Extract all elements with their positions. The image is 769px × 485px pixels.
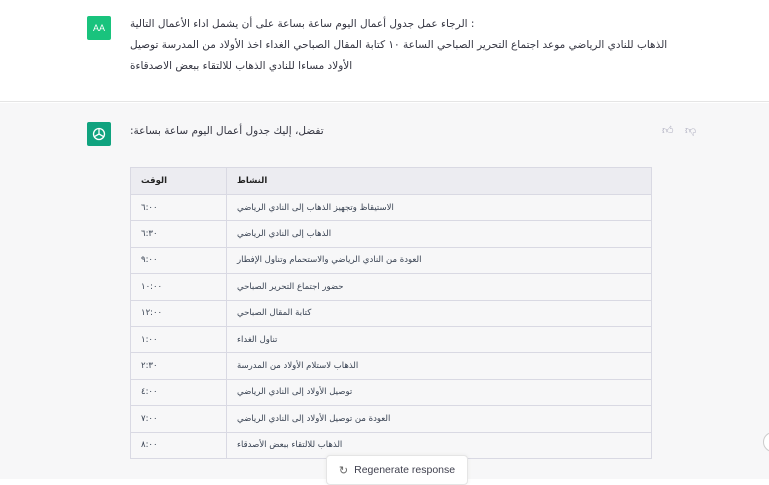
table-row bbox=[131, 247, 652, 273]
time-cell: ٦:٠٠ bbox=[131, 195, 227, 221]
thumbs-up-icon[interactable]: 👍︎ bbox=[662, 124, 674, 137]
activity-cell: الاستيقاظ وتجهيز الذهاب إلى النادي الرياضي bbox=[227, 195, 652, 221]
table-row bbox=[131, 353, 652, 379]
table-row bbox=[131, 300, 652, 326]
activity-cell: الذهاب إلى النادي الرياضي bbox=[227, 221, 652, 247]
time-cell: ٦:٣٠ bbox=[131, 221, 227, 247]
assistant-intro: تفضل، إليك جدول أعمال اليوم ساعة بساعة: bbox=[130, 125, 324, 137]
time-cell: ٧:٠٠ bbox=[131, 406, 227, 432]
table-row bbox=[131, 221, 652, 247]
time-cell: ١:٠٠ bbox=[131, 326, 227, 352]
table-row bbox=[131, 326, 652, 352]
prompt-line: الأولاد مساءا للنادي الذهاب للالتقاء ببعض الاصدقاءة bbox=[130, 60, 353, 72]
table-row bbox=[131, 379, 652, 405]
thumbs-down-icon[interactable]: 👎︎ bbox=[685, 124, 697, 137]
refresh-icon: ↻ bbox=[338, 464, 349, 477]
time-cell: ١٠:٠٠ bbox=[131, 274, 227, 300]
user-message bbox=[0, 0, 769, 102]
prompt-line: : الرجاء عمل جدول أعمال اليوم ساعة بساعة على أن يشمل اداء الأعمال التالية bbox=[130, 18, 475, 30]
regenerate-response-button[interactable] bbox=[326, 455, 468, 485]
activity-cell: حضور اجتماع التحرير الصباحي bbox=[227, 274, 652, 300]
activity-cell: العودة من النادي الرياضي والاستحمام وتناول الإفطار bbox=[227, 247, 652, 273]
assistant-message bbox=[0, 103, 769, 479]
time-cell: ١٢:٠٠ bbox=[131, 300, 227, 326]
activity-cell: كتابة المقال الصباحي bbox=[227, 300, 652, 326]
user-avatar: AA bbox=[87, 16, 111, 40]
user-prompt bbox=[130, 14, 667, 77]
activity-cell: الذهاب لاستلام الأولاد من المدرسة bbox=[227, 353, 652, 379]
prompt-line: الذهاب للنادي الرياضي موعد اجتماع التحرير الصباحي الساعة ١٠ كتابة المقال الصباحي الغداء اخذ الأولاد من المدرسة توصيل bbox=[130, 39, 668, 51]
activity-cell: العودة من توصيل الأولاد إلى النادي الرياضي bbox=[227, 406, 652, 432]
time-cell: ٤:٠٠ bbox=[131, 379, 227, 405]
regenerate-label: Regenerate response bbox=[354, 464, 456, 476]
activity-cell: توصيل الأولاد إلى النادي الرياضي bbox=[227, 379, 652, 405]
time-cell: ٨:٠٠ bbox=[131, 432, 227, 458]
header-activity: النشاط bbox=[227, 168, 652, 195]
activity-cell: الذهاب للالتقاء ببعض الأصدقاء bbox=[227, 432, 652, 458]
activity-cell: تناول الغداء bbox=[227, 326, 652, 352]
time-cell: ٩:٠٠ bbox=[131, 247, 227, 273]
schedule-table bbox=[130, 167, 652, 459]
time-cell: ٢:٣٠ bbox=[131, 353, 227, 379]
table-row bbox=[131, 274, 652, 300]
header-time: الوقت bbox=[131, 168, 227, 195]
chatgpt-logo-icon bbox=[87, 122, 111, 146]
table-row bbox=[131, 195, 652, 221]
table-row bbox=[131, 406, 652, 432]
